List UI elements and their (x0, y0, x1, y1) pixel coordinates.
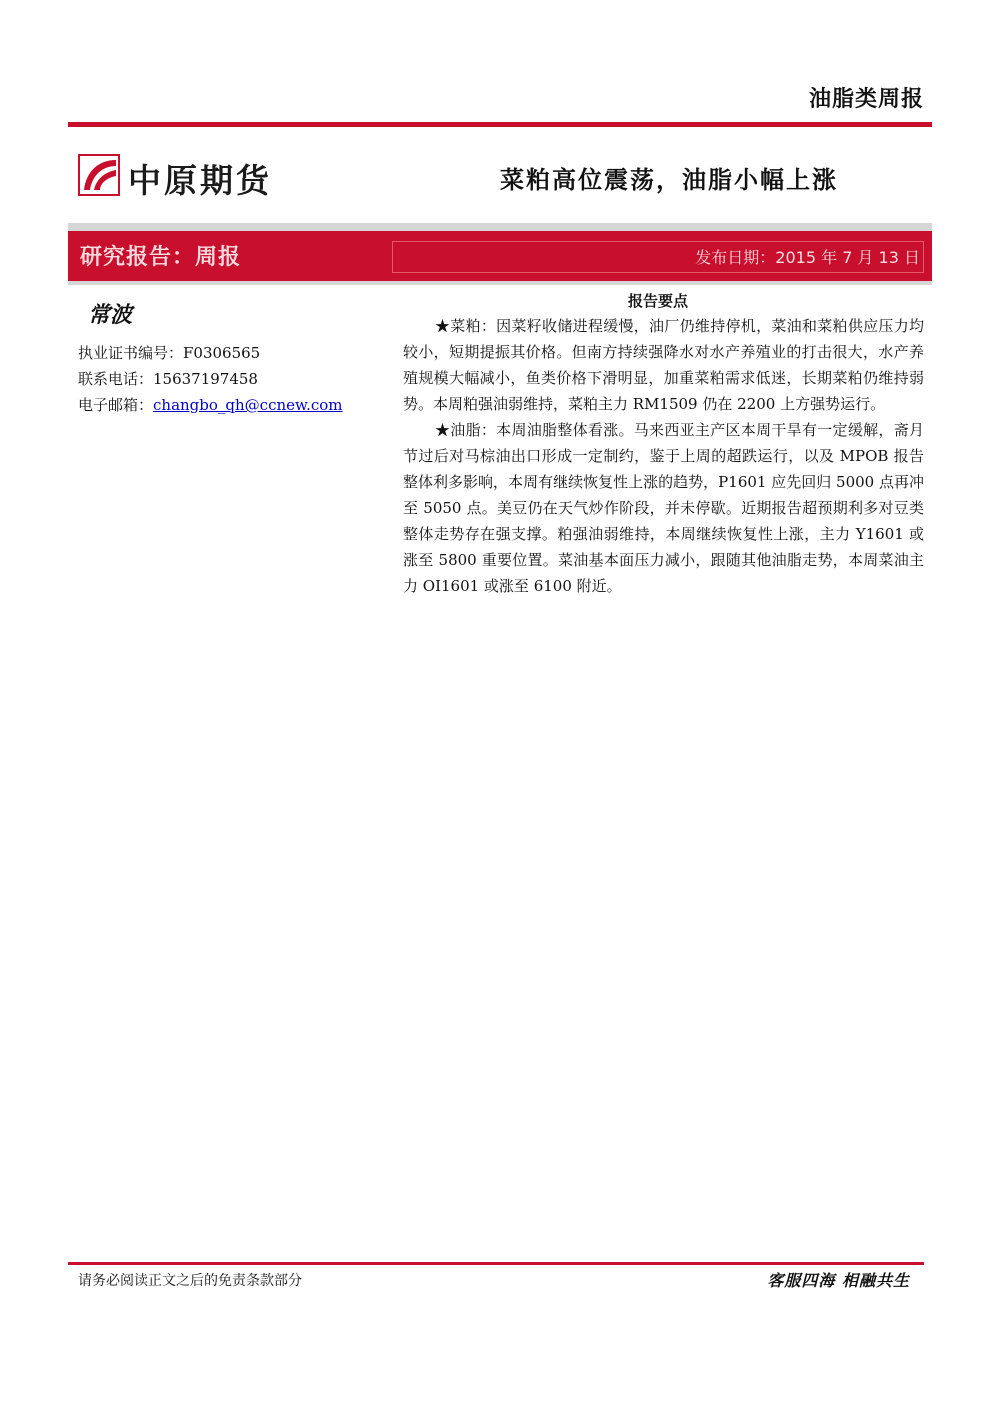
summary-body (403, 313, 924, 599)
header-bar-shadow (68, 223, 932, 231)
phone-number: 联系电话：15637197458 (78, 370, 258, 388)
company-logo-text: 中原期货 (128, 161, 272, 200)
top-divider (68, 122, 932, 127)
footer-slogan: 客服四海 相融共生 (767, 1271, 910, 1290)
footer-disclaimer: 请务必阅读正文之后的免责条款部分 (78, 1273, 302, 1289)
header-bar-underline (68, 281, 932, 285)
report-type-label: 研究报告：周报 (80, 244, 242, 270)
cert-number: 执业证书编号：F0306565 (78, 344, 261, 362)
publish-date: 发布日期：2015 年 7 月 13 日 (695, 248, 920, 267)
document-type-label: 油脂类周报 (808, 87, 924, 112)
email-link[interactable]: changbo_qh@ccnew.com (153, 396, 343, 414)
summary-paragraph-rapeseed-meal: ★菜粕：因菜籽收储进程缓慢，油厂仍维持停机，菜油和菜粕供应压力均较小，短期提振其价格。但南方持续强降水对水产养殖业的打击很大，水产养殖规模大幅减小，鱼类价格下滑明显，加重菜粕需求低迷，长期菜粕仍维持弱势。本周粕强油弱维持，菜粕主力 RM1509 仍在 2200 上方强势运行。 (403, 317, 924, 413)
email-label: 电子邮箱： (78, 396, 154, 414)
company-logo-icon (78, 154, 120, 196)
footer-divider (68, 1262, 924, 1265)
summary-paragraph-oils: ★油脂：本周油脂整体看涨。马来西亚主产区本周干旱有一定缓解，斋月节过后对马棕油出口形成一定制约，鉴于上周的超跌运行，以及 MPOB 报告整体利多影响，本周有继续恢复性上涨的趋势，P1601 应先回归 5000 点再冲至 5050 点。美豆仍在天气炒作阶段，并未停歇。近期报告超预期利多对豆类整体走势存在强支撑。粕强油弱维持，本周继续恢复性上涨，主力 Y1601 或涨至 5800 重要位置。菜油基本面压力减小，跟随其他油脂走势，本周菜油主力 OI1601 或涨至 6100 附近。 (403, 421, 924, 595)
email-line (78, 394, 343, 415)
author-name: 常波 (88, 302, 133, 328)
summary-heading: 报告要点 (627, 292, 688, 310)
report-title: 菜粕高位震荡，油脂小幅上涨 (500, 165, 838, 194)
